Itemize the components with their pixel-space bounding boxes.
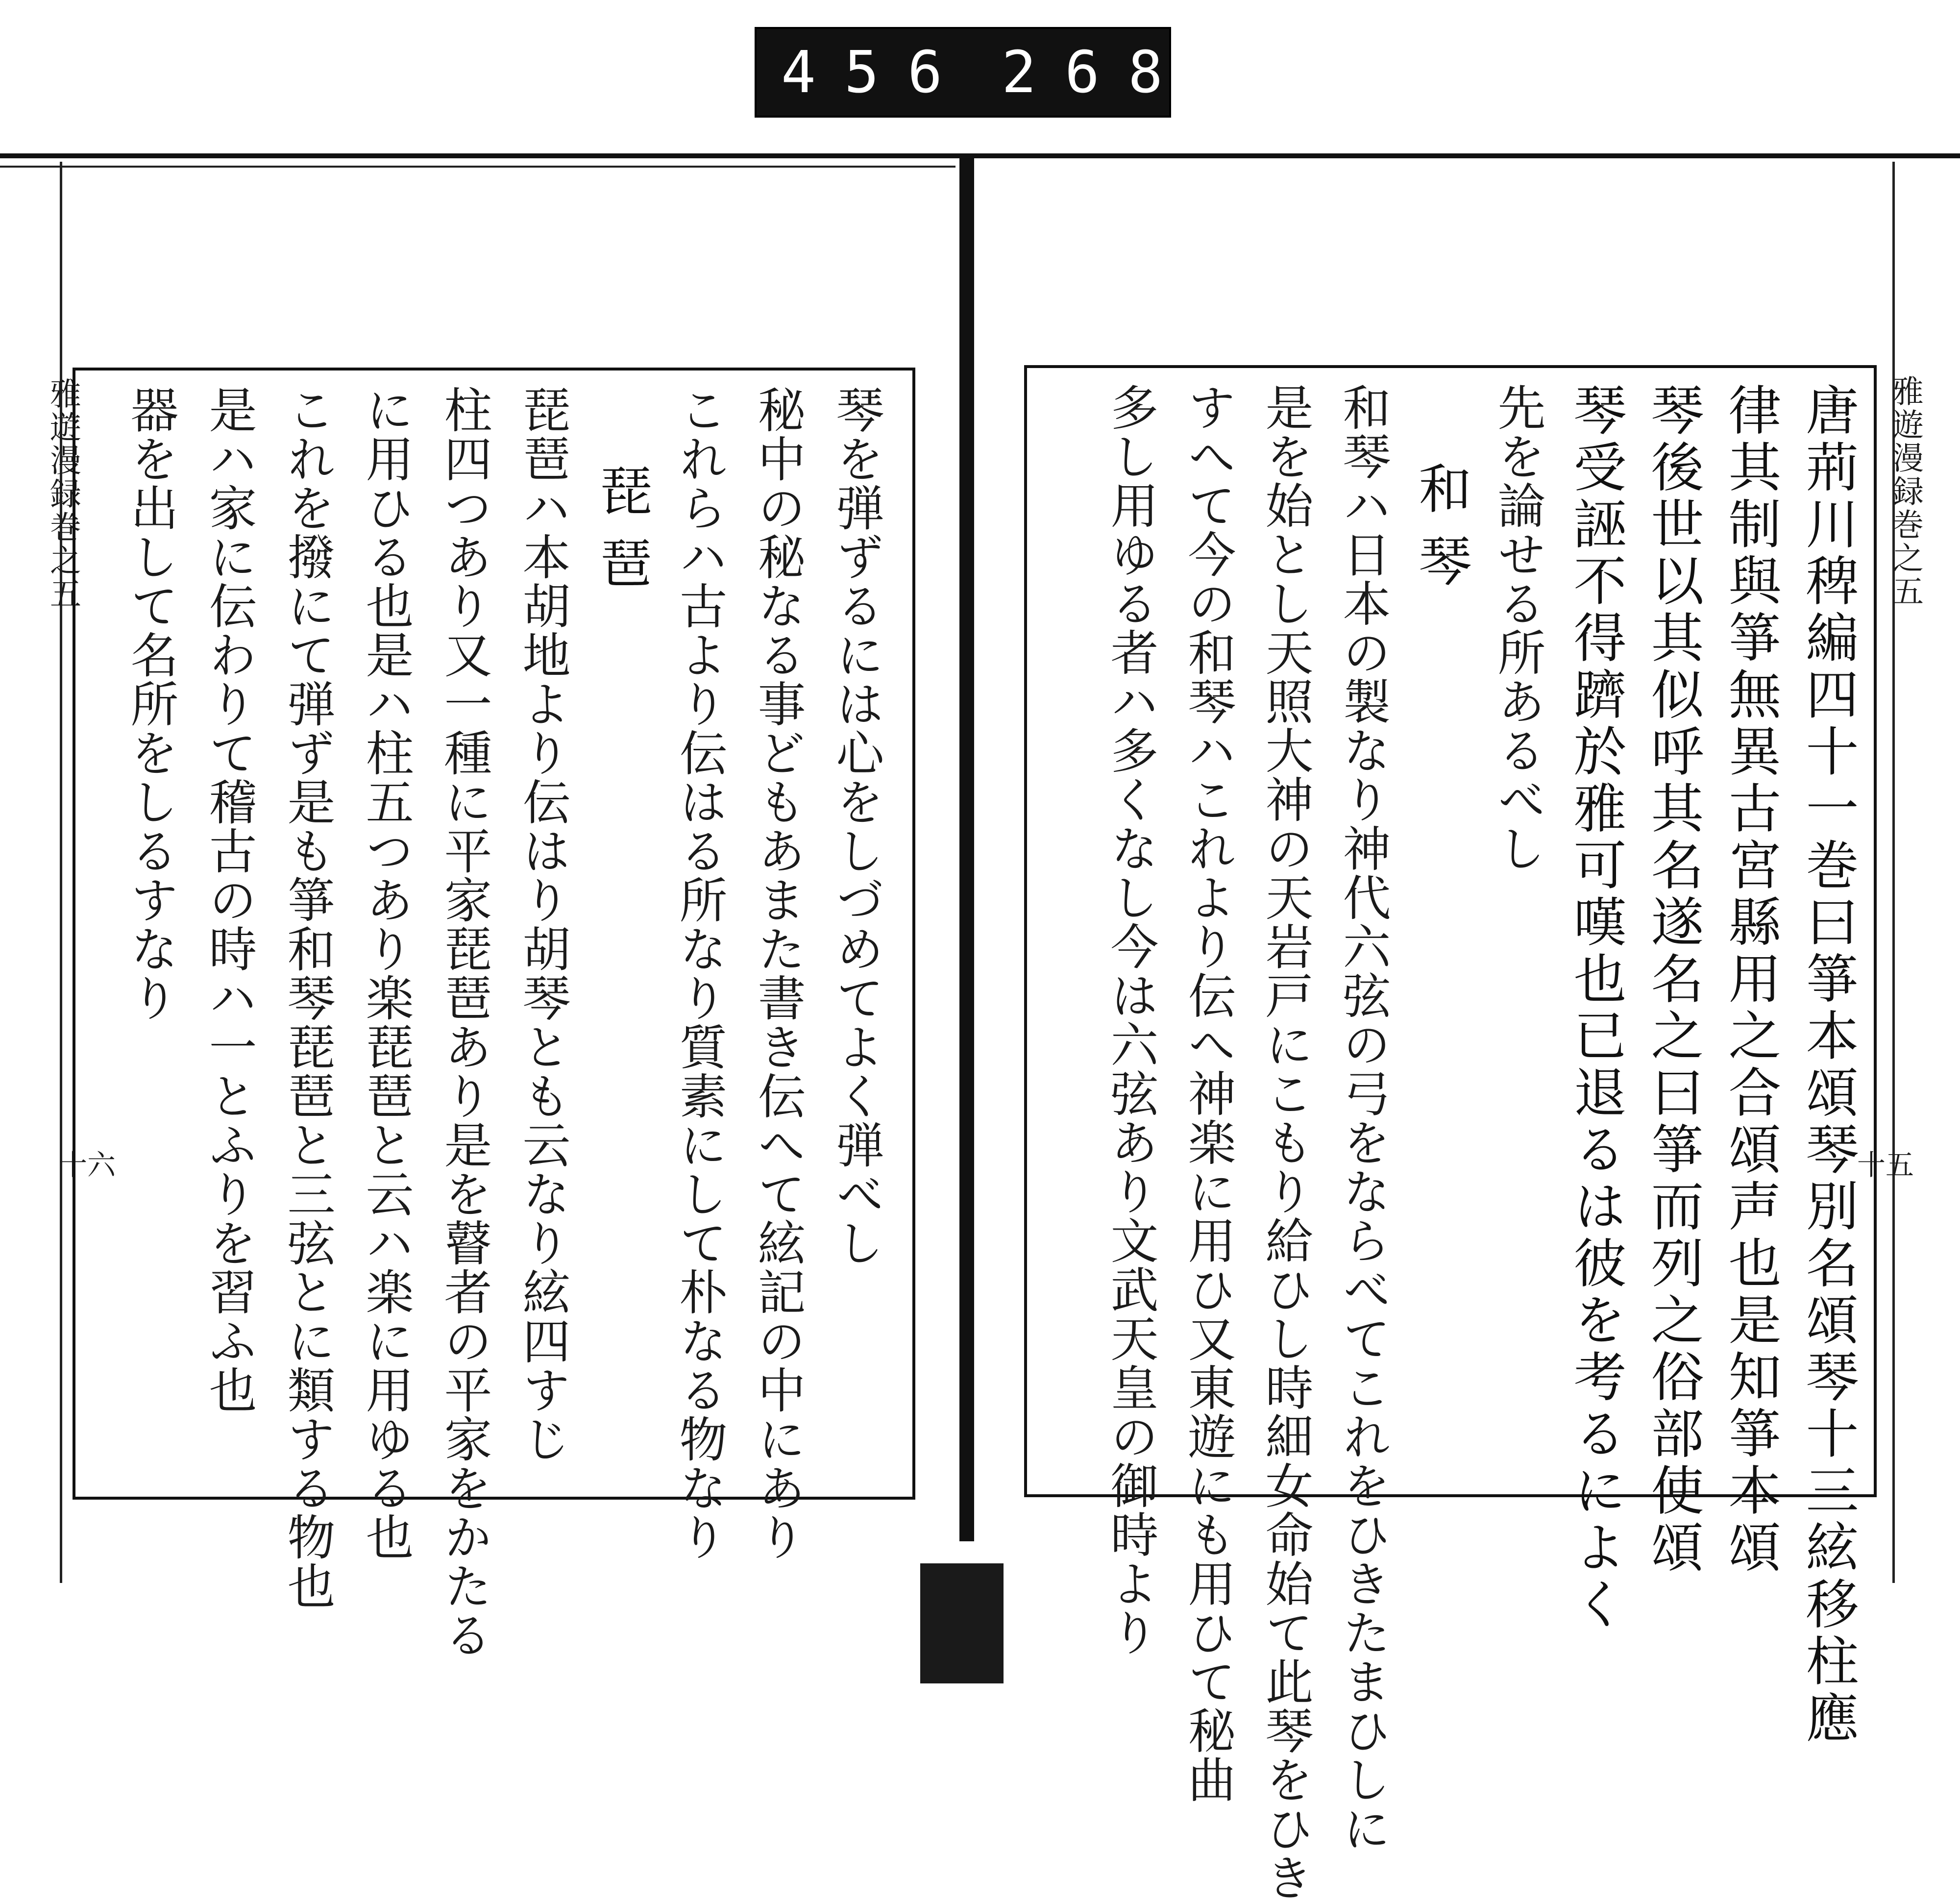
text-column: 柱四つあり又一種に平家琵琶あり是を瞽者の平家をかたる: [436, 385, 492, 1659]
text-column: 琵琶ハ本胡地より伝はり胡琴とも云なり絃四すじ: [514, 385, 570, 1463]
text-column: 器を出して名所をしるすなり: [122, 385, 178, 1022]
text-column: 唐荊川稗編四十一巻曰箏本頌琴別名頌琴十三絃移柱應: [1797, 383, 1858, 1747]
text-column: 和琴ハ日本の製なり神代六弦の弓をならべてこれをひきたまひしに: [1335, 383, 1391, 1853]
section-heading-wagon: 和琴: [1410, 461, 1471, 606]
right-page-panel: [1024, 365, 1877, 1902]
left-margin-title: 雅遊漫録巻之五: [45, 377, 81, 611]
frame-number-label: [755, 27, 1255, 118]
text-column: 秘中の秘なる事どもあまた書き伝へて絃記の中にあり: [750, 385, 806, 1561]
text-column: 琴後世以其似呼其名遂名之曰箏而列之俗部使頌: [1642, 383, 1703, 1577]
right-margin-title: 雅遊漫録巻之五: [1887, 375, 1923, 608]
text-column: 律其制與箏無異古宮縣用之合頌声也是知箏本頌: [1719, 383, 1781, 1577]
reel-number: 456: [781, 38, 971, 106]
top-rule-thin: [0, 166, 956, 168]
left-folio: 十六: [59, 1148, 116, 1182]
text-column: 琴受誣不得躋於雅可嘆也已退るは彼を考るによく: [1565, 383, 1626, 1633]
text-column: 是を始とし天照大神の天岩戸にこもり給ひし時細女命始て此琴をひき: [1257, 383, 1313, 1902]
left-page-panel: [73, 368, 915, 1659]
right-folio: 十五: [1857, 1148, 1914, 1182]
text-column: に用ひる也是ハ柱五つあり楽琵琶と云ハ楽に用ゆる也: [358, 385, 414, 1561]
frame-number: 268.: [1002, 38, 1255, 106]
text-column: 琴を弾ずるには心をしづめてよく弾べし: [828, 385, 884, 1267]
text-column: 先を論せる所あるべし: [1490, 383, 1545, 873]
book-spine: [959, 154, 974, 1541]
left-page-edge: [60, 162, 62, 1583]
text-column: 是ハ家に伝わりて稽古の時ハ一とふりを習ふ也: [201, 385, 257, 1414]
spine-block: [920, 1563, 1004, 1683]
text-column: これを撥にて弾ず是も箏和琴琵琶と三弦とに類する物也: [279, 385, 335, 1610]
section-heading-biwa: 琵琶: [590, 464, 652, 609]
text-column: すへて今の和琴ハこれより伝へ神楽に用ひ又東遊にも用ひて秘曲: [1180, 383, 1236, 1804]
text-column: これらハ古より伝はる所なり質素にして朴なる物なり: [671, 385, 727, 1561]
text-column: 多し用ゆる者ハ多くなし今は六弦あり文武天皇の御時より: [1102, 383, 1158, 1657]
top-rule: [0, 153, 1960, 158]
